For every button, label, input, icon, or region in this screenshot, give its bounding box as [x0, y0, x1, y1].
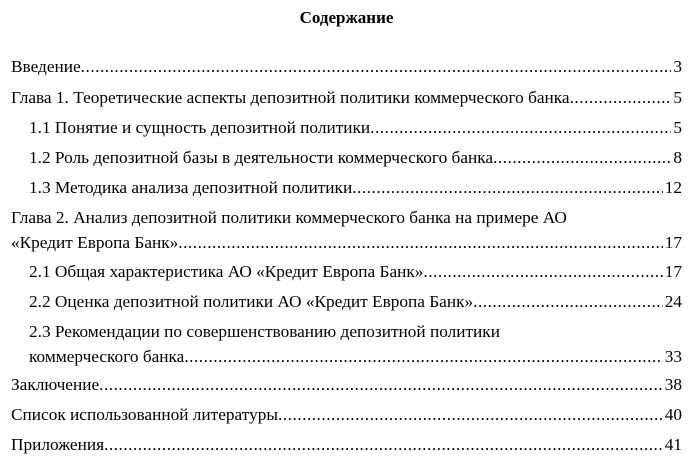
- dot-leader: [352, 178, 663, 198]
- toc-page-number: 17: [664, 233, 682, 252]
- toc-entry-text: Глава 1. Теоретические аспекты депозитной политики коммерческого банка: [11, 88, 570, 107]
- toc-entry-chapter-2[interactable]: [11, 208, 682, 253]
- dot-leader: [473, 292, 663, 312]
- toc-page-number: 33: [664, 347, 682, 366]
- toc-entry-chapter-1[interactable]: [11, 88, 682, 108]
- toc-page-number: 24: [664, 292, 682, 311]
- toc-page-number: 12: [664, 178, 682, 197]
- dot-leader: [178, 233, 662, 253]
- toc-page-number: 38: [664, 375, 682, 394]
- dot-leader: [570, 88, 672, 108]
- toc-entry-text: 2.2 Оценка депозитной политики АО «Кредит Европа Банк»: [29, 292, 474, 311]
- toc-entry-text: «Кредит Европа Банк»: [11, 233, 179, 252]
- dot-leader: [104, 435, 663, 455]
- toc-entry-text-line1: Глава 2. Анализ депозитной политики коммерческого банка на примере АО: [11, 208, 567, 227]
- toc-page-number: 17: [664, 262, 682, 281]
- toc-entry-text-line1: 2.3 Рекомендации по совершенствованию депозитной политики: [29, 322, 500, 341]
- dot-leader: [184, 347, 662, 367]
- toc-entry-conclusion[interactable]: [11, 375, 682, 395]
- dot-leader: [370, 118, 671, 138]
- dot-leader: [423, 262, 662, 282]
- toc-entry-references[interactable]: [11, 405, 682, 425]
- toc-entry-text: 1.1 Понятие и сущность депозитной политики: [29, 118, 371, 137]
- toc-entry-section-2-3[interactable]: [29, 322, 682, 367]
- toc-entry-text: 1.3 Методика анализа депозитной политики: [29, 178, 353, 197]
- toc-entry-appendices[interactable]: [11, 435, 682, 455]
- dot-leader: [278, 405, 663, 425]
- toc-entry-section-1-3[interactable]: [29, 178, 682, 198]
- toc-entry-section-1-2[interactable]: [29, 148, 682, 168]
- toc-page-number: 40: [664, 405, 682, 424]
- dot-leader: [81, 57, 672, 77]
- dot-leader: [99, 375, 663, 395]
- toc-entry-text: 2.1 Общая характеристика АО «Кредит Европа Банк»: [29, 262, 424, 281]
- toc-page-number: 41: [664, 435, 682, 454]
- toc-entry-text: Заключение: [11, 375, 100, 394]
- toc-entry-text: 1.2 Роль депозитной базы в деятельности коммерческого банка: [29, 148, 494, 167]
- toc-entry-section-2-2[interactable]: [29, 292, 682, 312]
- dot-leader: [493, 148, 671, 168]
- toc-entry-text: коммерческого банка: [29, 347, 185, 366]
- toc-entry-text: Список использованной литературы: [11, 405, 278, 424]
- toc-entry-section-2-1[interactable]: [29, 262, 682, 282]
- toc-title: Содержание: [299, 8, 394, 27]
- toc-entry-text: Приложения: [11, 435, 105, 454]
- toc-page-number: 3: [673, 57, 682, 76]
- toc-entry-section-1-1[interactable]: [29, 118, 682, 138]
- toc-page-number: 5: [673, 88, 682, 107]
- toc-page-number: 5: [673, 118, 682, 137]
- toc-entry-introduction[interactable]: [11, 57, 682, 77]
- toc-page-number: 8: [673, 148, 682, 167]
- toc-entry-text: Введение: [11, 57, 81, 76]
